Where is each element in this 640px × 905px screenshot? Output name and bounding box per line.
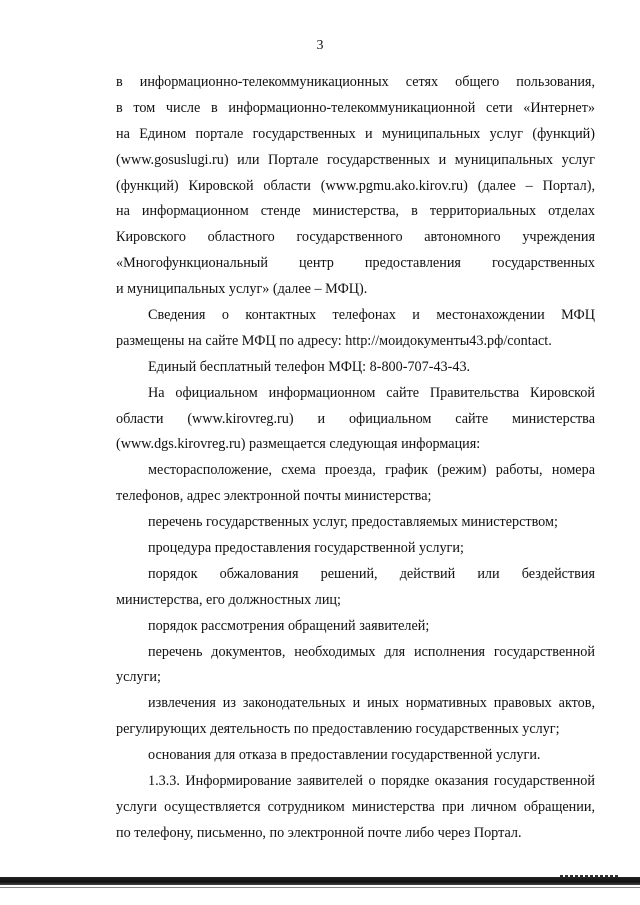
scan-bottom-border — [0, 877, 640, 885]
page-number: 3 — [316, 38, 324, 53]
text-line: На официальном информационном сайте Правительства Кировской — [148, 384, 595, 401]
text-line: извлечения из законодательных и иных нормативных правовых актов, — [148, 695, 595, 712]
text-line: телефонов, адрес электронной почты министерства; — [116, 488, 432, 505]
text-line: регулирующих деятельность по предоставлению государственных услуг; — [116, 721, 560, 738]
text-line: министерства, его должностных лиц; — [116, 591, 341, 608]
text-line: перечень государственных услуг, предоставляемых министерством; — [148, 514, 558, 531]
text-line: «Многофункциональный центр предоставления государственных — [116, 255, 595, 272]
text-line: и муниципальных услуг» (далее – МФЦ). — [116, 281, 368, 298]
text-line: месторасположение, схема проезда, график (режим) работы, номера — [148, 462, 595, 479]
text-line: (www.dgs.kirovreg.ru) размещается следующая информация: — [116, 436, 481, 453]
text-line: (www.gosuslugi.ru) или Портале государственных и муниципальных услуг — [116, 151, 595, 168]
document-body — [116, 70, 595, 847]
text-line: размещены на сайте МФЦ по адресу: http://моидокументы43.рф/contact. — [116, 332, 552, 349]
text-line: Единый бесплатный телефон МФЦ: 8-800-707-43-43. — [148, 358, 471, 375]
text-line: 1.3.3. Информирование заявителей о порядке оказания государственной — [148, 773, 595, 790]
text-line: на информационном стенде министерства, в территориальных отделах — [116, 203, 595, 220]
text-line: в информационно-телекоммуникационных сетях общего пользования, — [116, 74, 595, 90]
text-line: порядок обжалования решений, действий или бездействия — [148, 565, 595, 582]
text-line: порядок рассмотрения обращений заявителей; — [148, 617, 430, 634]
text-line: по телефону, письменно, по электронной почте либо через Портал. — [116, 824, 522, 841]
text-line: области (www.kirovreg.ru) и официальном сайте министерства — [116, 410, 595, 427]
text-line: перечень документов, необходимых для исполнения государственной — [148, 643, 595, 660]
text-line: на Едином портале государственных и муниципальных услуг (функций) — [116, 125, 595, 142]
text-line: процедура предоставления государственной услуги; — [148, 540, 464, 557]
text-line: Сведения о контактных телефонах и местонахождении МФЦ — [148, 307, 595, 324]
text-line: услуги; — [116, 669, 161, 686]
text-line: Кировского областного государственного автономного учреждения — [116, 229, 595, 246]
scan-bottom-border-shadow — [0, 887, 640, 888]
text-line: в том числе в информационно-телекоммуникационной сети «Интернет» — [116, 99, 595, 116]
text-line: услуги осуществляется сотрудником министерства при личном обращении, — [116, 798, 595, 815]
text-line: (функций) Кировской области (www.pgmu.ako.kirov.ru) (далее – Портал), — [116, 177, 595, 194]
text-line: основания для отказа в предоставлении государственной услуги. — [148, 747, 541, 764]
